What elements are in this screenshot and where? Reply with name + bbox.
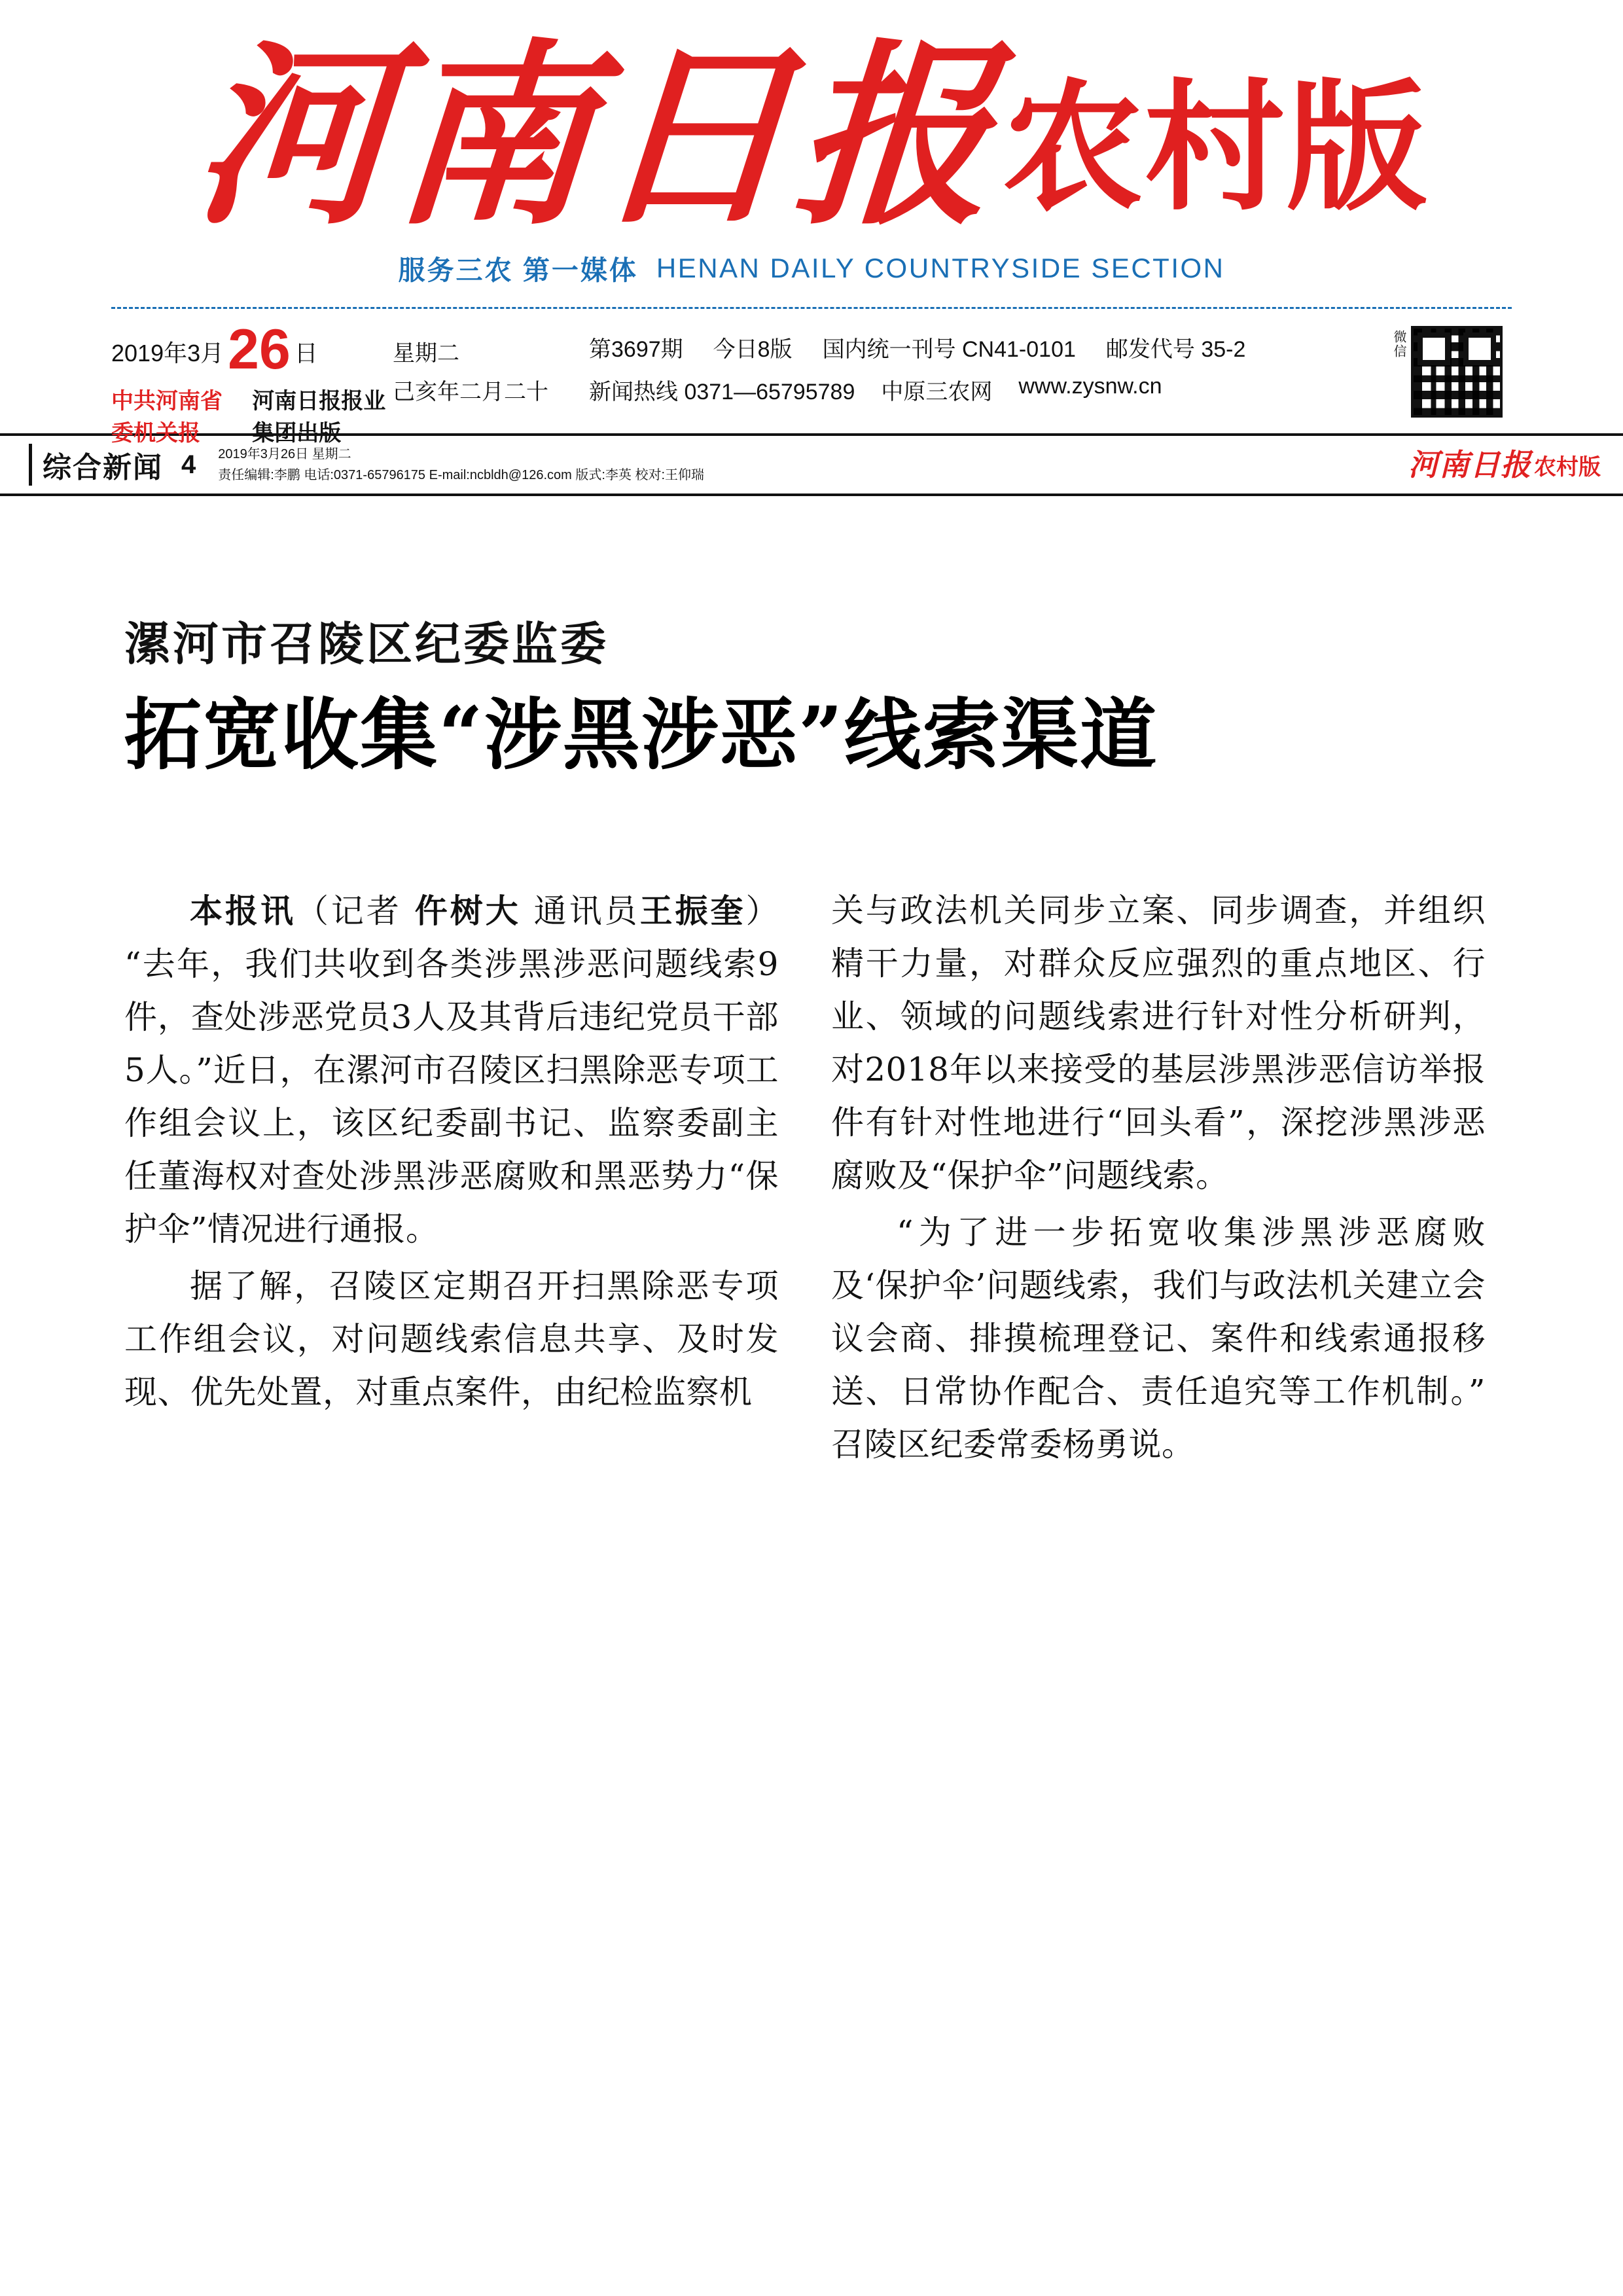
today-pages: 今日8版 (713, 337, 793, 362)
article-column-left (124, 884, 779, 1471)
section-credit-staff: 责任编辑:李鹏 电话:0371-65796175 E-mail:ncbldh@126.com 版式:李英 校对:王仰瑞 (218, 468, 705, 482)
date-day-unit: 日 (294, 340, 318, 367)
page-number: 4 (181, 450, 196, 479)
date-block (111, 318, 393, 447)
byline-reporter: 仵树大 (414, 891, 521, 931)
slogan-row (0, 249, 1623, 287)
byline-correspondent-label: 通讯员 (533, 892, 640, 931)
publisher-group: 河南日报报业集团出版 (252, 389, 386, 446)
slogan-english: HENAN DAILY COUNTRYSIDE SECTION (656, 252, 1225, 283)
website-name: 中原三农网 (881, 380, 993, 404)
slogan-chinese: 服务三农 第一媒体 (398, 255, 638, 285)
masthead (0, 0, 1623, 496)
issue-meta-row-2 (589, 374, 1391, 406)
news-hotline: 新闻热线 0371—65795789 (589, 380, 855, 404)
date-line (111, 318, 393, 381)
section-name: 综合新闻 (29, 444, 163, 486)
article-headline: 拓宽收集“涉黑涉恶”线索渠道 (124, 689, 1158, 780)
section-brand-mark (1408, 447, 1601, 482)
byline-open: （记者 (295, 892, 402, 931)
qr-code-icon[interactable] (1411, 326, 1503, 418)
newspaper-logo (0, 20, 1623, 251)
article-paragraph-1: “去年，我们共收到各类涉黑涉恶问题线索9件，查处涉恶党员3人及其背后违纪党员干部5人。”近日，在漯河市召陵区扫黑除恶专项工作组会议上，该区纪委副书记、监察委副主任董海权对查处涉黑涉恶腐败和黑恶势力“保护伞”情况进行通报。 (124, 945, 779, 1249)
issue-meta-block (589, 321, 1391, 416)
publication-info-bar (111, 318, 1512, 446)
section-credit-date: 2019年3月26日 星期二 (218, 447, 351, 461)
article (124, 607, 1499, 1471)
weekday-block (393, 321, 589, 406)
logo-main-title: 河南日报 (187, 20, 1004, 251)
article-kicker: 漯河市召陵区纪委监委 (124, 617, 609, 671)
byline-reporter-label (402, 892, 415, 930)
article-paragraph-4: “为了进一步拓宽收集涉黑涉恶腐败及‘保护伞’问题线索，我们与政法机关建立会议会商、排摸梳理登记、案件和线索通报移送、日常协作配合、责任追究等工作机制。”召陵区纪委常委杨勇说。 (831, 1213, 1486, 1464)
article-body (124, 884, 1499, 1471)
article-column-right (831, 884, 1486, 1471)
date-year-month: 2019年3月 (111, 340, 224, 367)
cn-serial-number: 国内统一刊号 CN41-0101 (822, 337, 1076, 362)
article-paragraph-3: 关与政法机关同步立案、同步调查，并组织精干力量，对群众反应强烈的重点地区、行业、领域的问题线索进行针对性分析研判，对2018年以来接受的基层涉黑涉恶信访举报件有针对性地进行“回头看”，深挖涉黑涉恶腐败及“保护伞”问题线索。 (831, 891, 1486, 1195)
byline-correspondent: 王振奎 (639, 891, 746, 931)
masthead-divider (111, 307, 1512, 309)
section-identity (29, 444, 196, 486)
lunar-date-label: 己亥年二月二十 (393, 380, 548, 404)
byline-close: ） (745, 892, 779, 931)
section-credits (218, 444, 704, 486)
section-brand-sub: 农村版 (1534, 454, 1601, 480)
article-paragraph-lead (124, 884, 779, 1256)
weekday-label: 星期二 (393, 341, 459, 366)
wechat-qr-block (1391, 321, 1512, 418)
publisher-party-organ: 中共河南省委机关报 (111, 389, 223, 446)
byline-dateline-tag: 本报讯 (190, 891, 296, 931)
byline-space-1 (521, 892, 534, 930)
issue-number: 第3697期 (589, 337, 683, 362)
issue-meta-row-1 (589, 331, 1391, 363)
postal-code: 邮发代号 35-2 (1105, 337, 1246, 362)
section-brand-main: 河南日报 (1408, 447, 1531, 482)
publisher-line (111, 383, 393, 447)
wechat-label: 微信 (1391, 330, 1406, 359)
website-url[interactable]: www.zysnw.cn (1018, 374, 1162, 399)
date-day: 26 (228, 318, 291, 381)
article-paragraph-2: 据了解，召陵区定期召开扫黑除恶专项工作组会议，对问题线索信息共享、及时发现、优先处置，对重点案件，由纪检监察机 (124, 1267, 779, 1412)
logo-sub-title: 农村版 (1002, 64, 1429, 230)
